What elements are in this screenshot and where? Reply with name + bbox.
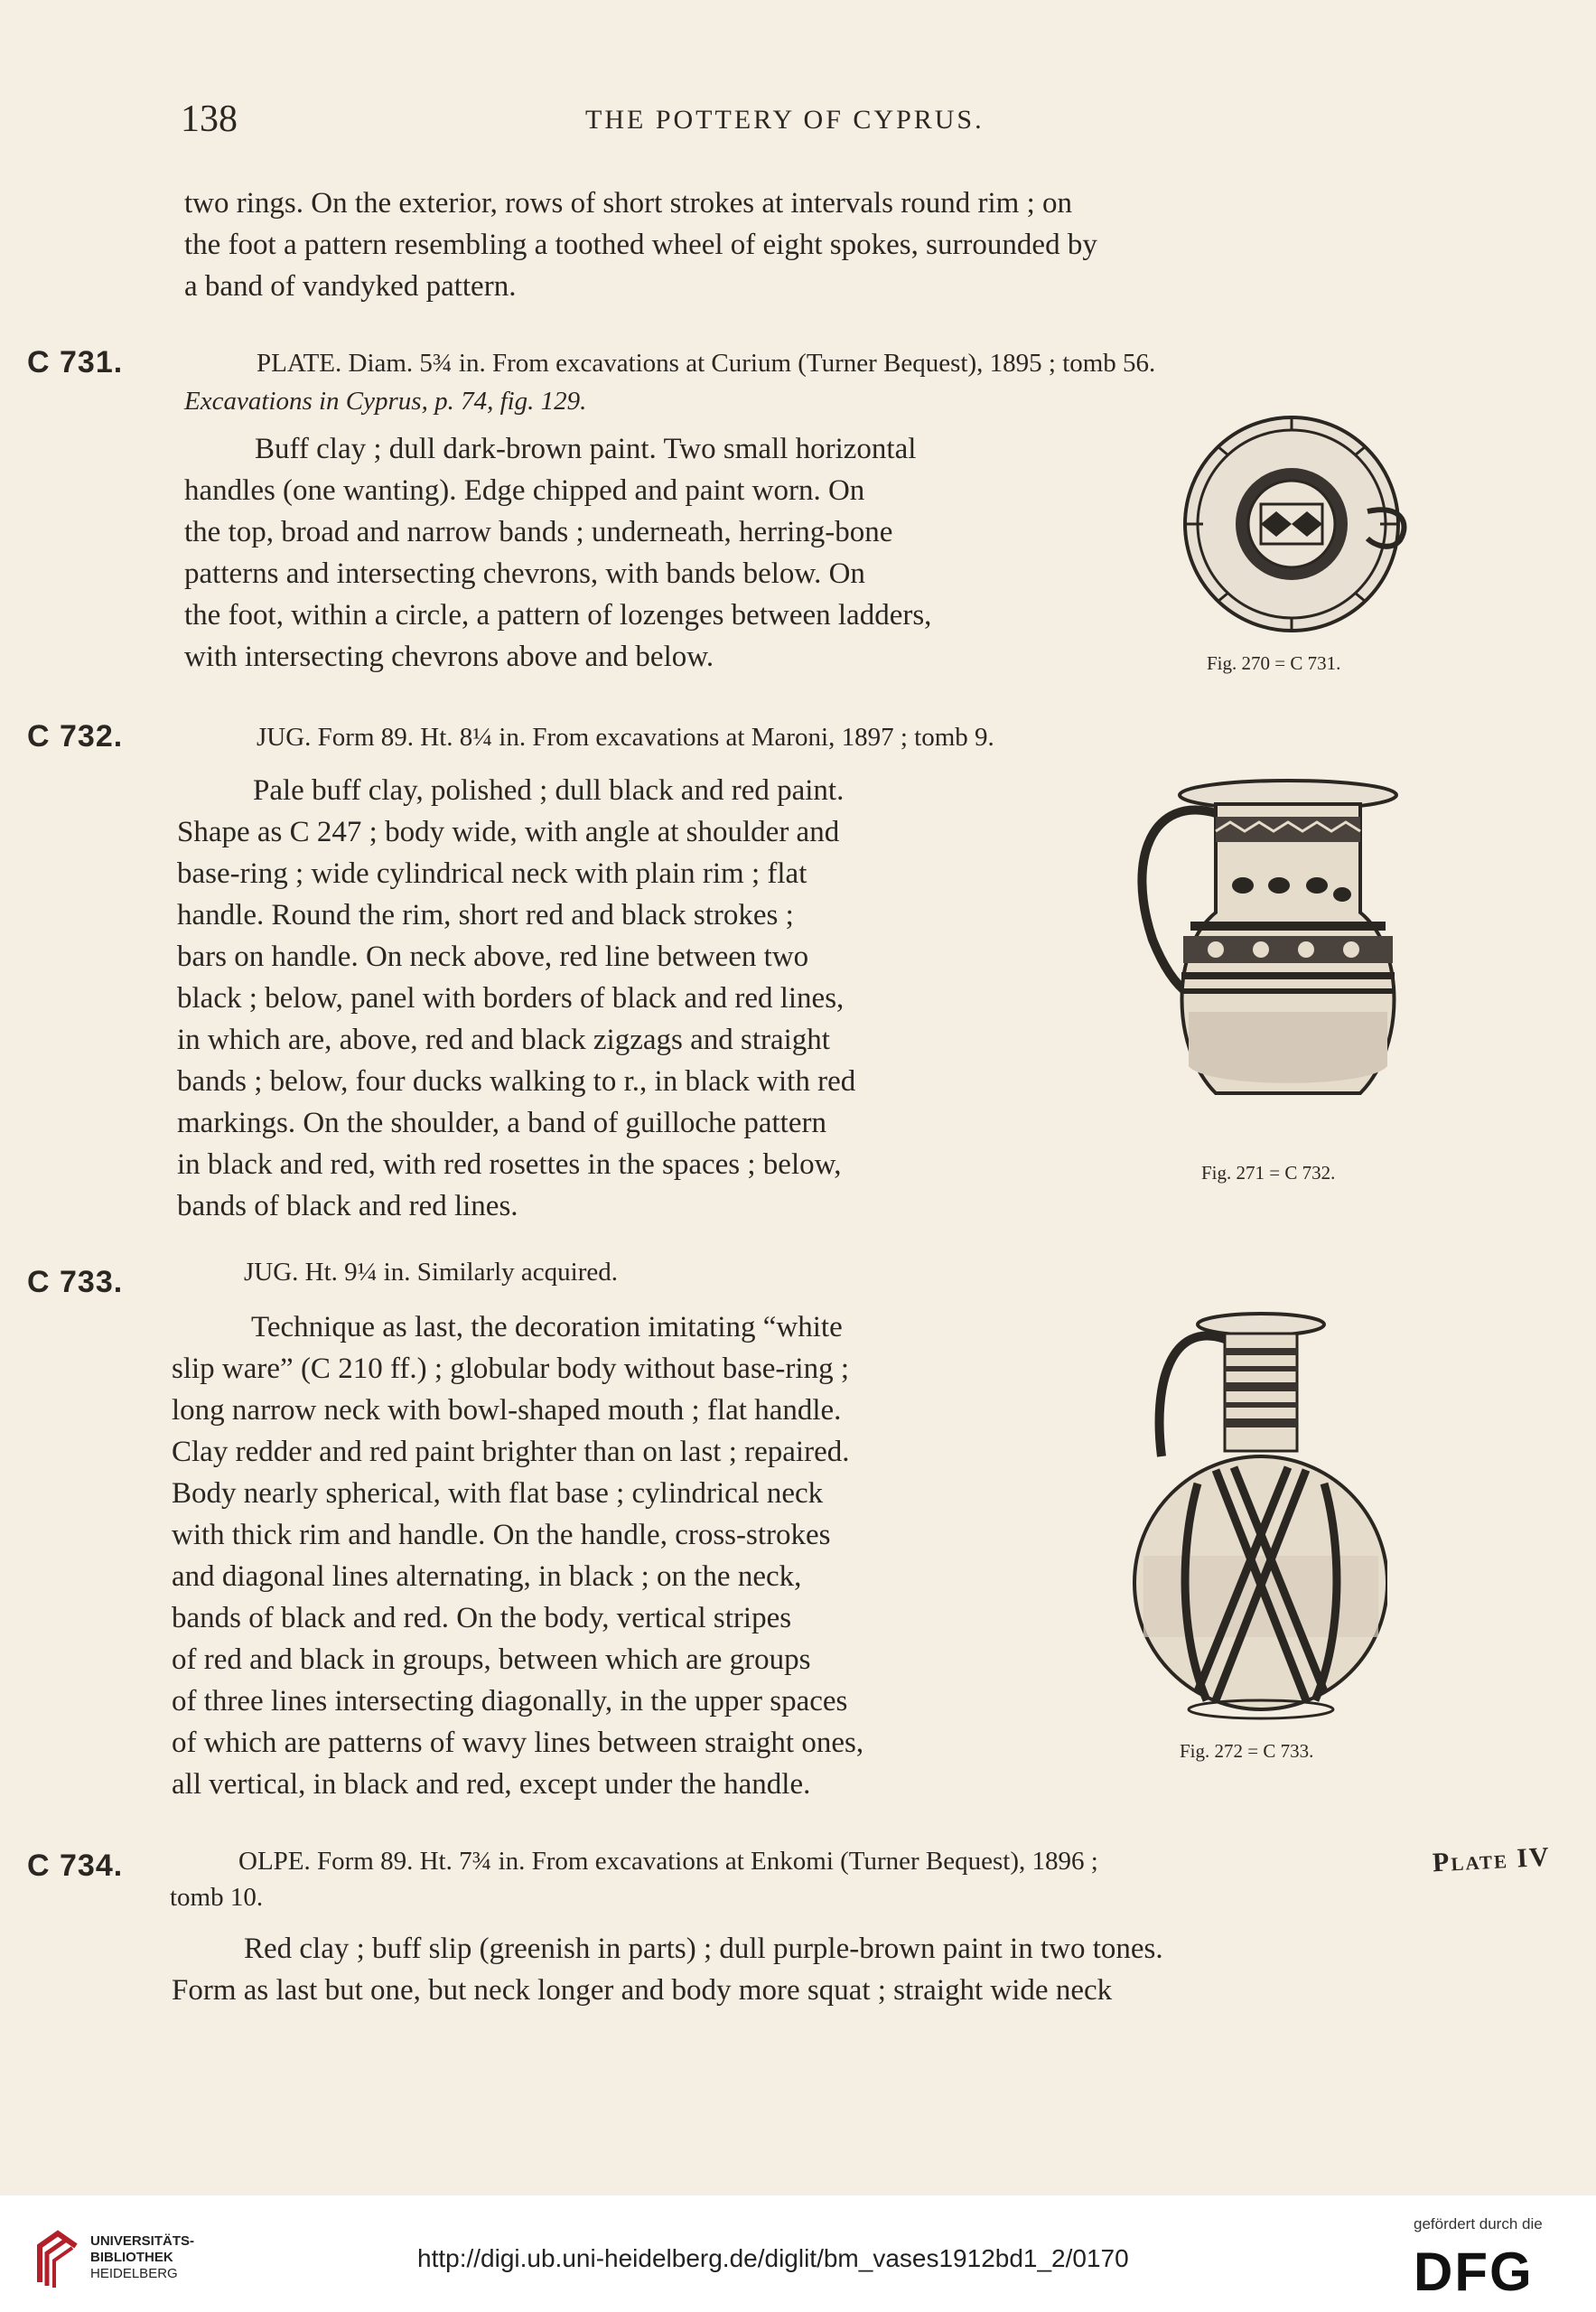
heading-line: tomb 10. [170,1883,264,1912]
text-line: Pale buff clay, polished ; dull black and red paint. [253,774,845,807]
heading-line: OLPE. Form 89. Ht. 7¾ in. From excavations at Enkomi (Turner Bequest), 1896 ; [238,1847,1098,1876]
text-line: the top, broad and narrow bands ; underneath, herring-bone [184,516,893,548]
text-line: Technique as last, the decoration imitating “white [251,1311,843,1343]
text-line: handle. Round the rim, short red and black strokes ; [177,899,794,931]
figure-caption: Fig. 270 = C 731. [1207,652,1341,674]
entry-heading [257,345,1431,381]
dfg-logo: DFG [1414,2242,1534,2302]
text-line: markings. On the shoulder, a band of guilloche pattern [177,1107,826,1139]
heading-line: PLATE. Diam. 5¾ in. From excavations at Curium (Turner Bequest), 1895 ; tomb 56. [257,349,1156,378]
text-line: handles (one wanting). Edge chipped and paint worn. On [184,474,865,507]
text-line: with thick rim and handle. On the handle, cross-strokes [172,1519,831,1551]
catalogue-number: C 734. [27,1849,124,1883]
text-line: Form as last but one, but neck longer and body more squat ; straight wide neck [172,1974,1113,2007]
text-line: the foot, within a circle, a pattern of lozenges between ladders, [184,599,932,632]
library-line: BIBLIOTHEK [90,2250,173,2265]
entry-description [172,1306,1084,1805]
figure-jug-illustration [1116,777,1423,1129]
entry-heading [170,1843,1416,1915]
entry-heading: JUG. Form 89. Ht. 8¼ in. From excavations at Maroni, 1897 ; tomb 9. [257,723,994,752]
text-line: Red clay ; buff slip (greenish in parts) ; dull purple-brown paint in two tones. [244,1933,1163,1965]
entry-description [184,428,1134,678]
funding-note: gefördert durch die [1414,2215,1543,2232]
text-line: bands ; below, four ducks walking to r., in black with red [177,1065,856,1098]
jug-drawing [1116,777,1423,1129]
text-line: in which are, above, red and black zigzags and straight [177,1024,830,1056]
text-line: Buff clay ; dull dark-brown paint. Two small horizontal [255,433,917,465]
text-line: and diagonal lines alternating, in black ; on the neck, [172,1560,802,1593]
figure-globular-jug-illustration [1116,1312,1387,1764]
page-number: 138 [181,98,238,140]
text-line: in black and red, with red rosettes in the spaces ; below, [177,1148,842,1181]
catalogue-number: C 732. [27,719,124,754]
text-line: bands of black and red. On the body, vertical stripes [172,1602,792,1634]
text-line: of red and black in groups, between which are groups [172,1643,811,1676]
library-line: HEIDELBERG [90,2266,178,2281]
text-line: slip ware” (C 210 ff.) ; globular body without base-ring ; [172,1353,849,1385]
figure-caption: Fig. 271 = C 732. [1201,1162,1336,1184]
library-logo-icon [33,2228,83,2291]
text-line: a band of vandyked pattern. [184,270,517,303]
text-line: two rings. On the exterior, rows of short strokes at intervals round rim ; on [184,187,1073,220]
entry-heading: JUG. Ht. 9¼ in. Similarly acquired. [244,1258,619,1287]
text-line: all vertical, in black and red, except under the handle. [172,1768,811,1801]
text-line: base-ring ; wide cylindrical neck with plain rim ; flat [177,857,807,890]
text-line: Clay redder and red paint brighter than on last ; repaired. [172,1436,850,1468]
text-line: black ; below, panel with borders of black and red lines, [177,982,845,1015]
library-line: UNIVERSITÄTS- [90,2233,195,2249]
text-line: of which are patterns of wavy lines between straight ones, [172,1727,864,1759]
library-name [90,2233,194,2282]
source-url-link[interactable]: http://digi.ub.uni-heidelberg.de/diglit/bm_vases1912bd1_2/0170 [417,2244,1129,2272]
text-line: bands of black and red lines. [177,1190,518,1222]
text-line: long narrow neck with bowl-shaped mouth ; flat handle. [172,1394,842,1427]
text-line: Body nearly spherical, with flat base ; cylindrical neck [172,1477,824,1510]
digitization-footer [0,2195,1596,2312]
text-line: of three lines intersecting diagonally, in the upper spaces [172,1685,848,1718]
text-line: with intersecting chevrons above and below. [184,641,714,673]
running-title: THE POTTERY OF CYPRUS. [585,105,985,135]
figure-plate-illustration [1174,414,1427,640]
catalogue-number: C 731. [27,345,124,379]
plate-reference: Plate IV [1432,1841,1552,1878]
continuation-paragraph [184,183,1422,307]
figure-caption: Fig. 272 = C 733. [1180,1740,1314,1762]
page-header [181,98,1427,143]
bibliographic-reference: Excavations in Cyprus, p. 74, fig. 129. [184,387,587,416]
globular-jug-drawing [1116,1312,1387,1764]
entry-description [177,770,1089,1227]
entry-description [172,1928,1418,2011]
text-line: the foot a pattern resembling a toothed wheel of eight spokes, surrounded by [184,229,1097,261]
plate-drawing [1174,414,1427,640]
text-line: patterns and intersecting chevrons, with bands below. On [184,557,865,590]
catalogue-number: C 733. [27,1265,124,1299]
text-line: bars on handle. On neck above, red line between two [177,941,809,973]
text-line: Shape as C 247 ; body wide, with angle at shoulder and [177,816,840,848]
